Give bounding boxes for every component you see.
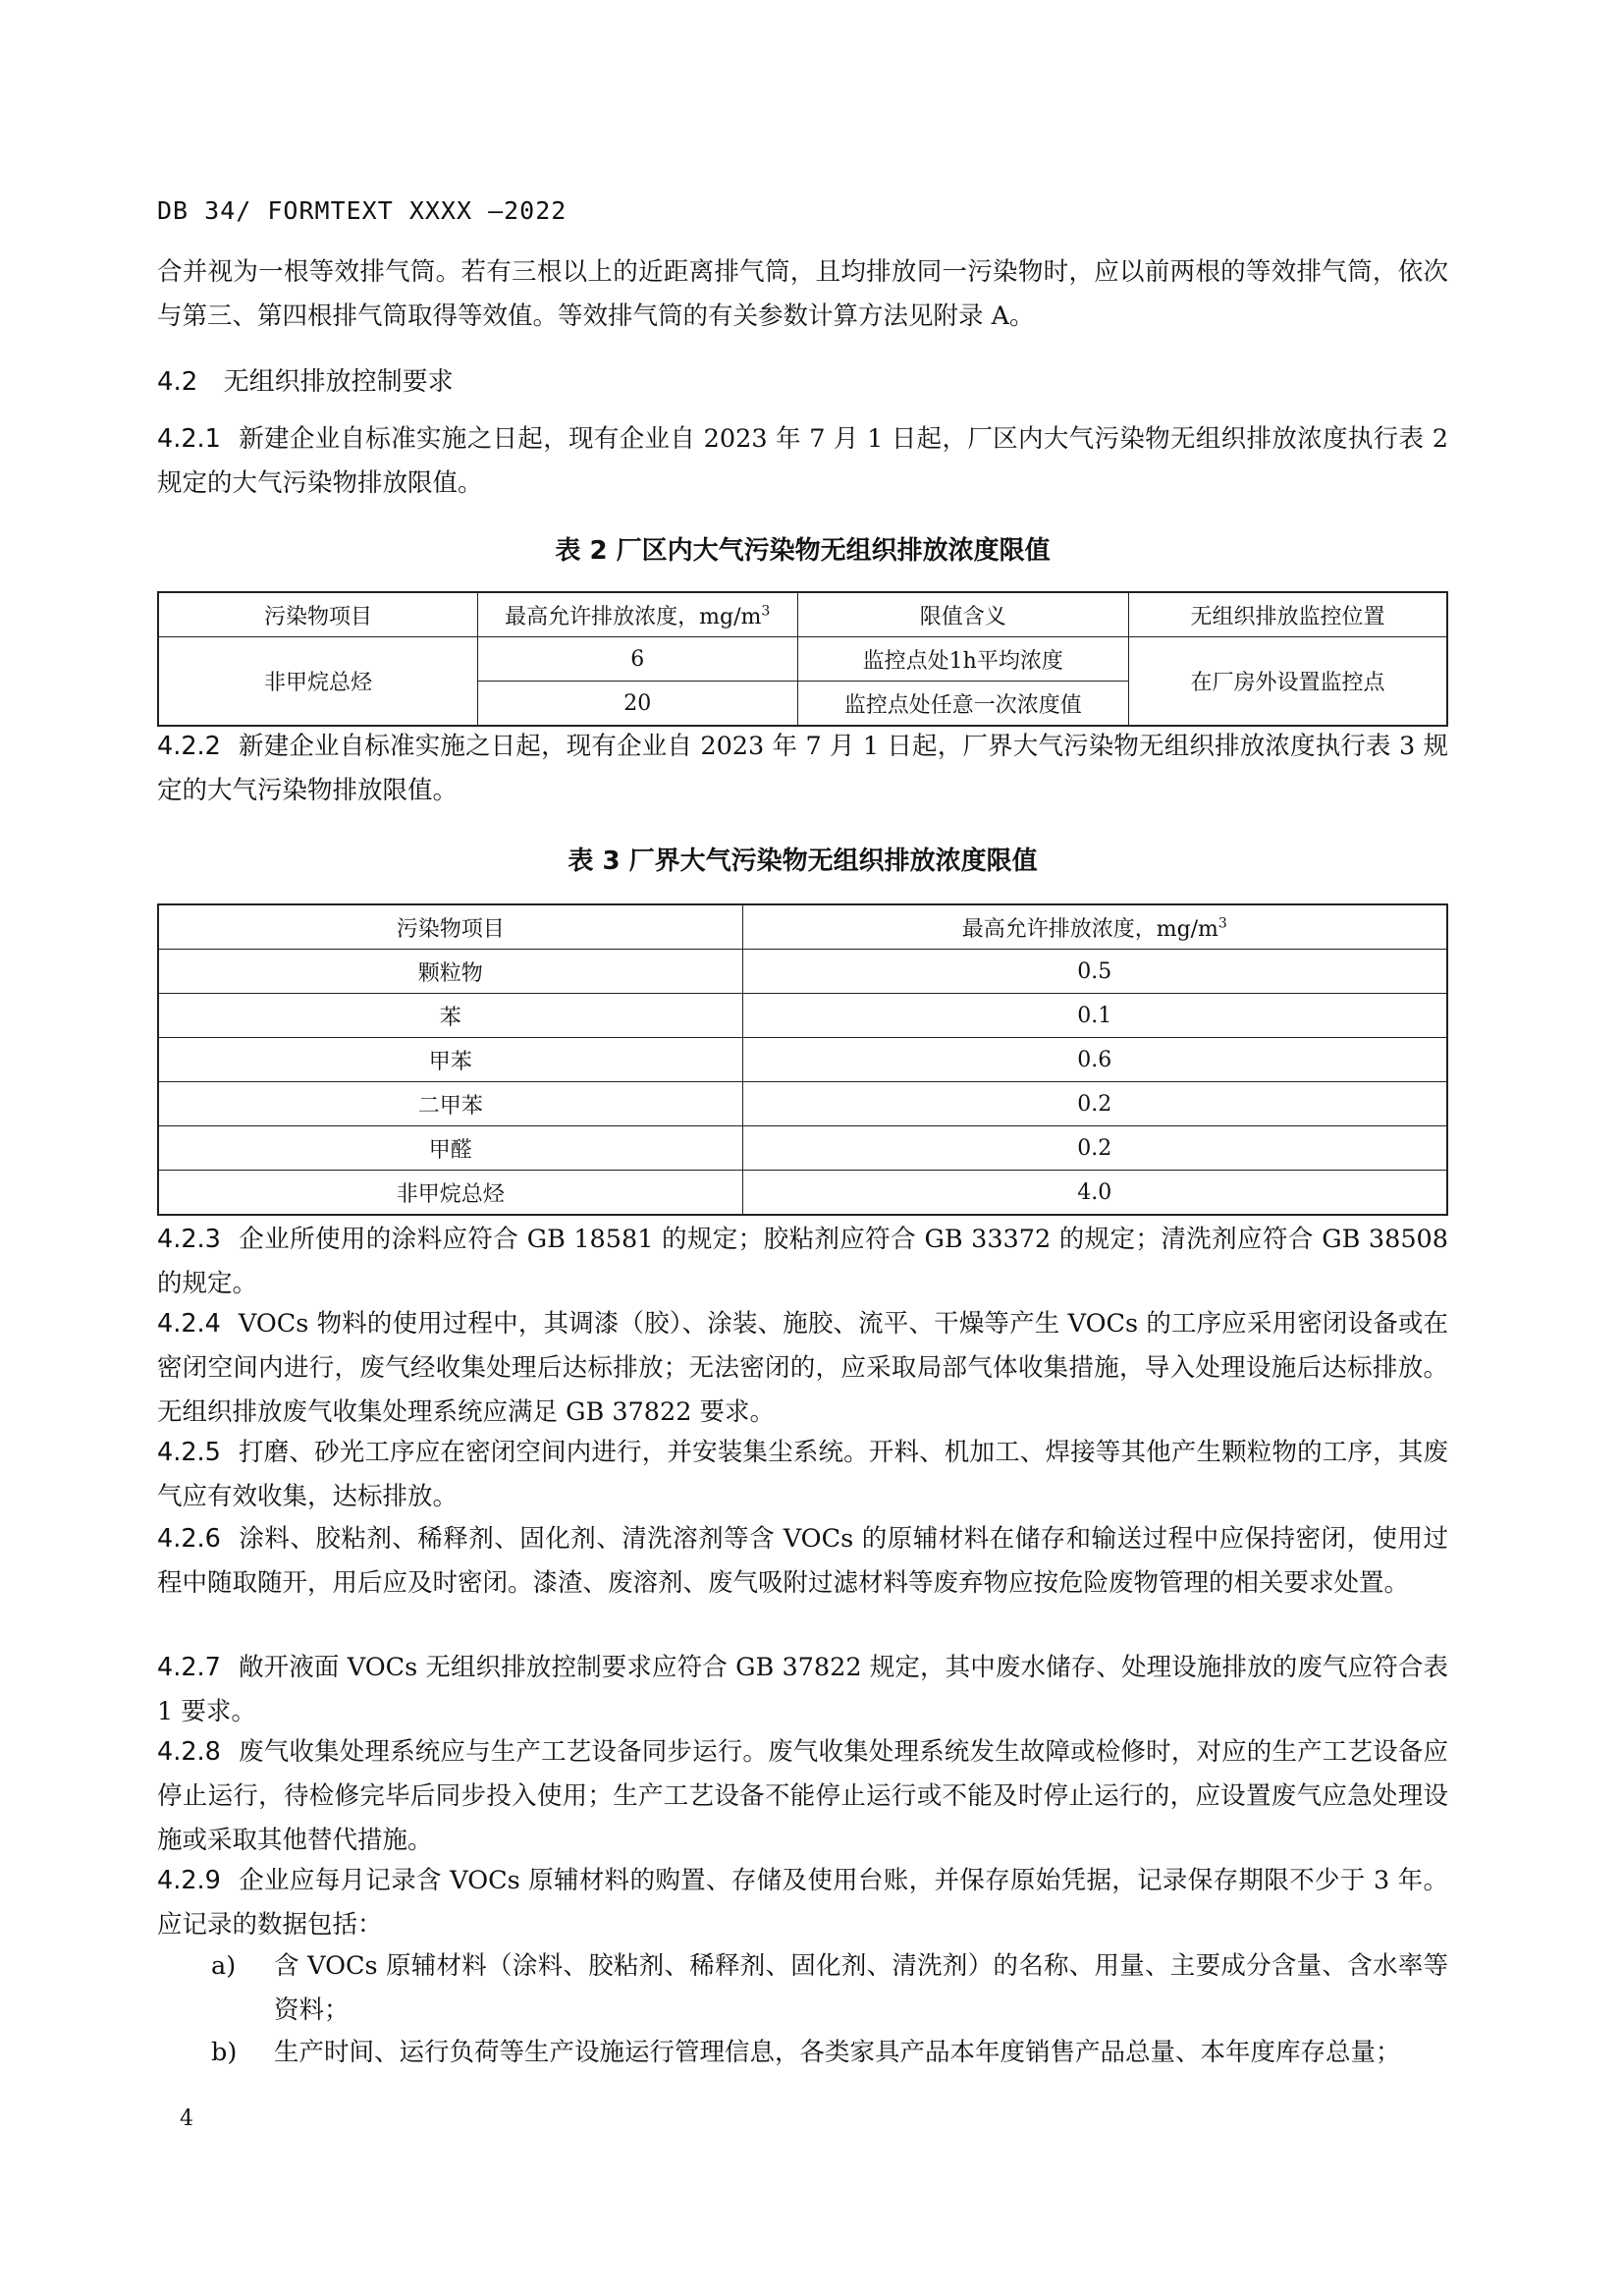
pollutant-cell: 甲醛 bbox=[158, 1126, 742, 1171]
table-header-cell: 最高允许排放浓度，$mg/m^3$ bbox=[477, 592, 797, 637]
clause-number: 4.2.6 bbox=[157, 1524, 221, 1554]
section-number: 4.2 bbox=[157, 367, 198, 397]
clause-text: 新建企业自标准实施之日起，现有企业自 2023 年 7 月 1 日起，厂界大气污染物无组织排放浓度执行表 3 规定的大气污染物排放限值。 bbox=[157, 732, 1448, 805]
value-cell: 0.5 bbox=[742, 950, 1447, 994]
list-label: b) bbox=[211, 2038, 238, 2067]
table-row bbox=[158, 1038, 1447, 1082]
section-title: 无组织排放控制要求 bbox=[223, 367, 454, 397]
clause-text: 企业所使用的涂料应符合 GB 18581 的规定；胶粘剂应符合 GB 33372 的规定；清洗剂应符合 GB 38508 的规定。 bbox=[157, 1225, 1448, 1298]
clause-number: 4.2.3 bbox=[157, 1225, 221, 1254]
pollutant-cell: 非甲烷总烃 bbox=[158, 637, 477, 727]
value-cell: 0.2 bbox=[742, 1082, 1447, 1126]
pollutant-cell: 非甲烷总烃 bbox=[158, 1171, 742, 1216]
section-heading-4-2 bbox=[157, 361, 454, 398]
table-row bbox=[158, 950, 1447, 994]
clause-4-2-7 bbox=[157, 1646, 1448, 1734]
meaning-cell: 监控点处1h平均浓度 bbox=[797, 637, 1128, 682]
clause-number: 4.2.4 bbox=[157, 1309, 221, 1339]
value-cell: 0.2 bbox=[742, 1126, 1447, 1171]
value-cell: 4.0 bbox=[742, 1171, 1447, 1216]
clause-text: 新建企业自标准实施之日起，现有企业自 2023 年 7 月 1 日起，厂区内大气污染物无组织排放浓度执行表 2 规定的大气污染物排放限值。 bbox=[157, 424, 1448, 498]
clause-number: 4.2.2 bbox=[157, 732, 221, 761]
clause-number: 4.2.8 bbox=[157, 1737, 221, 1767]
list-label: a) bbox=[211, 1951, 237, 1981]
list-item bbox=[211, 2031, 1448, 2119]
table-header-cell: 限值含义 bbox=[797, 592, 1128, 637]
table-header-cell: 污染物项目 bbox=[158, 592, 477, 637]
pollutant-cell: 甲苯 bbox=[158, 1038, 742, 1082]
value-cell: 0.6 bbox=[742, 1038, 1447, 1082]
clause-text: 涂料、胶粘剂、稀释剂、固化剂、清洗溶剂等含 VOCs 的原辅材料在储存和输送过程中应保持密闭，使用过程中随取随开，用后应及时密闭。漆渣、废溶剂、废气吸附过滤材料等废弃物应按危险废物管理的相关要求处置。 bbox=[157, 1524, 1448, 1598]
clause-4-2-4 bbox=[157, 1302, 1448, 1435]
page-number: 4 bbox=[180, 2106, 193, 2131]
clause-number: 4.2.9 bbox=[157, 1866, 221, 1895]
clause-4-2-5 bbox=[157, 1431, 1448, 1519]
document-header: DB 34/ FORMTEXT XXXX —2022 bbox=[157, 196, 568, 225]
value-cell: 20 bbox=[477, 682, 797, 727]
continuation-paragraph: 合并视为一根等效排气筒。若有三根以上的近距离排气筒，且均排放同一污染物时，应以前两根的等效排气筒，依次与第三、第四根排气筒取得等效值。等效排气筒的有关参数计算方法见附录 A。 bbox=[157, 257, 1448, 331]
clause-text: VOCs 物料的使用过程中，其调漆（胶）、涂装、施胶、流平、干燥等产生 VOCs 的工序应采用密闭设备或在密闭空间内进行，废气经收集处理后达标排放；无法密闭的，应采取局部气体收集措施，导入处理设施后达标排放。无组织排放废气收集处理系统应满足 GB 37822 要求。 bbox=[157, 1309, 1448, 1427]
table-2-caption: 表 2 厂区内大气污染物无组织排放浓度限值 bbox=[555, 536, 1051, 566]
clause-4-2-6 bbox=[157, 1517, 1448, 1606]
clause-text: 企业应每月记录含 VOCs 原辅材料的购置、存储及使用台账，并保存原始凭据，记录保存期限不少于 3 年。应记录的数据包括： bbox=[157, 1866, 1448, 1940]
table-row bbox=[158, 994, 1447, 1038]
table-row bbox=[158, 637, 1447, 682]
table-header-cell: 污染物项目 bbox=[158, 904, 742, 950]
pollutant-cell: 二甲苯 bbox=[158, 1082, 742, 1126]
clause-text: 打磨、砂光工序应在密闭空间内进行，并安装集尘系统。开料、机加工、焊接等其他产生颗粒物的工序，其废气应有效收集，达标排放。 bbox=[157, 1438, 1448, 1511]
table-3 bbox=[157, 903, 1448, 1216]
table-2 bbox=[157, 591, 1448, 727]
pollutant-cell: 苯 bbox=[158, 994, 742, 1038]
location-cell: 在厂房外设置监控点 bbox=[1129, 637, 1448, 727]
table-header-row bbox=[158, 592, 1447, 637]
clause-number: 4.2.1 bbox=[157, 424, 221, 454]
table-header-cell: 最高允许排放浓度，$mg/m^3$ bbox=[742, 904, 1447, 950]
table-3-caption: 表 3 厂界大气污染物无组织排放浓度限值 bbox=[568, 847, 1038, 876]
clause-4-2-8 bbox=[157, 1730, 1448, 1863]
list-text: 含 VOCs 原辅材料（涂料、胶粘剂、稀释剂、固化剂、清洗剂）的名称、用量、主要成分含量、含水率等资料； bbox=[274, 1951, 1448, 2025]
clause-4-2-3 bbox=[157, 1218, 1448, 1306]
clause-4-2-1 bbox=[157, 417, 1448, 506]
pollutant-cell: 颗粒物 bbox=[158, 950, 742, 994]
meaning-cell: 监控点处任意一次浓度值 bbox=[797, 682, 1128, 727]
list-item bbox=[211, 1944, 1448, 2033]
clause-text: 废气收集处理系统应与生产工艺设备同步运行。废气收集处理系统发生故障或检修时，对应的生产工艺设备应停止运行，待检修完毕后同步投入使用；生产工艺设备不能停止运行或不能及时停止运行的，应设置废气应急处理设施或采取其他替代措施。 bbox=[157, 1737, 1448, 1855]
table-row bbox=[158, 1082, 1447, 1126]
value-cell: 0.1 bbox=[742, 994, 1447, 1038]
table-header-row bbox=[158, 904, 1447, 950]
value-cell: 6 bbox=[477, 637, 797, 682]
list-text: 生产时间、运行负荷等生产设施运行管理信息，各类家具产品本年度销售产品总量、本年度库存总量； bbox=[274, 2038, 1401, 2067]
clause-text: 敞开液面 VOCs 无组织排放控制要求应符合 GB 37822 规定，其中废水储存、处理设施排放的废气应符合表 1 要求。 bbox=[157, 1653, 1448, 1726]
clause-number: 4.2.5 bbox=[157, 1438, 221, 1467]
clause-4-2-9 bbox=[157, 1859, 1448, 1947]
table-row bbox=[158, 1126, 1447, 1171]
table-row bbox=[158, 1171, 1447, 1216]
clause-4-2-2 bbox=[157, 725, 1448, 813]
clause-number: 4.2.7 bbox=[157, 1653, 221, 1682]
table-header-cell: 无组织排放监控位置 bbox=[1129, 592, 1448, 637]
